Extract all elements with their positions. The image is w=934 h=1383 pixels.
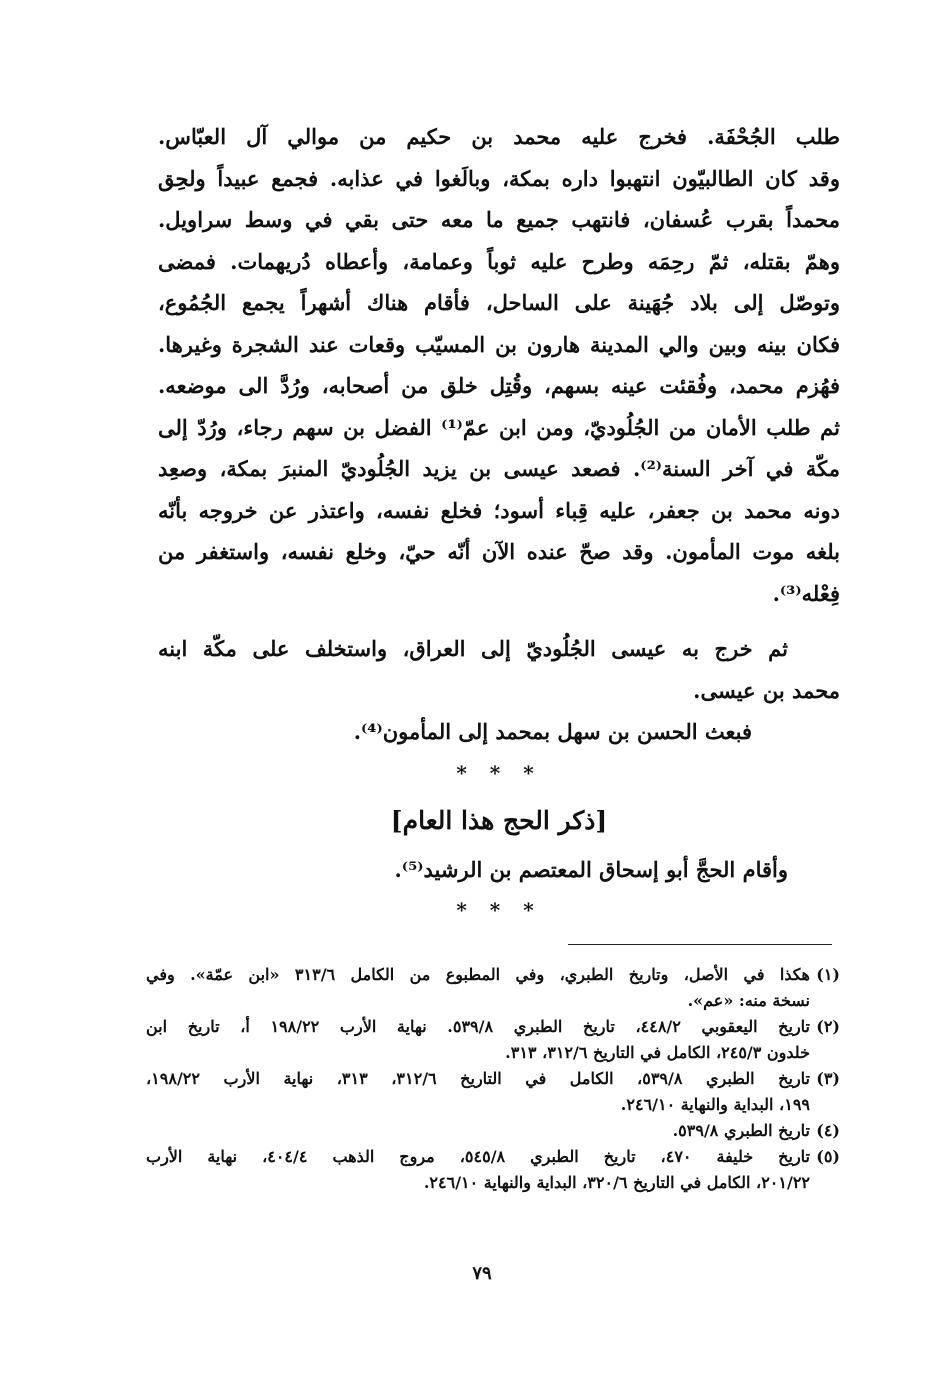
footnote — [146, 1066, 840, 1118]
section-separator: * * * — [456, 898, 542, 922]
footnote-line: نسخة منه: «عم». — [687, 991, 810, 1010]
footnote-text — [146, 1014, 810, 1066]
footnote-number: (٢) — [816, 1017, 840, 1036]
footnote — [146, 1118, 840, 1144]
footnote-line: تاريخ الطبري ٥٣٩/٨. — [672, 1121, 810, 1140]
page-number: ٧٩ — [472, 1263, 492, 1284]
footnote-number: (٥) — [816, 1147, 840, 1166]
text-line: ثم خرج به عيسى الجُلُوديّ إلى العراق، واستخلف على مكّة ابنه — [158, 636, 788, 661]
footnote-line: هكذا في الأصل، وتاريخ الطبري، وفي المطبوع من الكامل ٣١٣/٦ «ابن عمّة». وفي — [146, 965, 810, 984]
section-separator: * * * — [456, 760, 542, 785]
text-line: فهُزم محمد، وفُقئت عينه بسهم، وقُتِل خلق من أصحابه، ورُدَّ الى موضعه. — [158, 373, 840, 398]
footnote — [146, 1014, 840, 1066]
text-line: فبعث الحسن بن سهل بمحمد إلى المأمون⁽⁴⁾. — [353, 719, 752, 744]
text-line: مكّة في آخر السنة⁽²⁾. فصعد عيسى بن يزيد الجُلُوديّ المنبرَ بمكة، وصعِد — [158, 456, 840, 481]
text-line: دونه محمد بن جعفر، عليه قِباء أسود؛ فخلع نفسه، واعتذر عن خروجه بأنّه — [158, 497, 840, 523]
text-line: محمداً بقرب عُسفان، فانتهب جميع ما معه حتى بقي في وسط سراويل. — [158, 207, 840, 232]
text-line: طلب الجُحْفَة. فخرج عليه محمد بن حكيم من موالي آل العبّاس. — [158, 124, 840, 149]
footnote-divider — [568, 944, 832, 945]
footnote-text — [146, 962, 810, 1014]
footnote-line: ١٩٩، البداية والنهاية ٢٤٦/١٠. — [620, 1095, 810, 1114]
text-line: محمد بن عيسى. — [693, 677, 840, 703]
footnote-line: خلدون ٢٤٥/٣، الكامل في التاريخ ٣١٢/٦، ٣١٣. — [505, 1043, 810, 1062]
footnote-line: تاريخ الطبري ٥٣٩/٨، الكامل في التاريخ ٣١٢/٦، ٣١٣، نهاية الأرب ١٩٨/٢٢، — [146, 1069, 810, 1088]
main-text — [158, 116, 840, 930]
footnote — [146, 1144, 840, 1196]
footnote-number: (٣) — [816, 1069, 840, 1088]
text-line: وأقام الحجَّ أبو إسحاق المعتصم بن الرشيد⁽⁵⁾. — [394, 856, 788, 882]
footnote-line: تاريخ خليفة ٤٧٠، تاريخ الطبري ٥٤٥/٨، مروج الذهب ٤٠٤/٤، نهاية الأرب — [146, 1147, 810, 1166]
text-line: ثم طلب الأمان من الجُلُوديّ، ومن ابن عمّ⁽¹⁾ الفضل بن سهم رجاء، ورُدّ إلى — [158, 414, 840, 440]
text-line: وتوصّل إلى بلاد جُهَينة على الساحل، فأقام هناك أشهراً يجمع الجُمُوع، — [158, 290, 840, 315]
footnote-text — [146, 1144, 810, 1196]
footnote — [146, 962, 840, 1014]
footnote-line: ٢٠١/٢٢، الكامل في التاريخ ٣٢٠/٦، البداية والنهاية ٢٤٦/١٠. — [423, 1173, 810, 1192]
footnotes — [146, 962, 840, 1196]
footnote-number: (١) — [816, 965, 840, 984]
text-line: فكان بينه وبين والي المدينة هارون بن المسيّب وقعات عند الشجرة وغيرها. — [158, 331, 840, 357]
section-heading: [ذكر الحج هذا العام] — [390, 805, 608, 835]
footnote-line: تاريخ اليعقوبي ٤٤٨/٢، تاريخ الطبري ٥٣٩/٨. نهاية الأرب ١٩٨/٢٢ أ، تاريخ ابن — [146, 1017, 810, 1036]
text-line: وهمّ بقتله، ثمّ رحِمَه وطرح عليه ثوباً وعمامة، وأعطاه دُريهمات. فمضى — [158, 248, 840, 274]
text-line: فِعْله⁽³⁾. — [772, 580, 840, 606]
text-line: بلغه موت المأمون. وقد صحّ عنده الآن أنّه حيّ، وخلع نفسه، واستغفر من — [158, 539, 840, 564]
footnote-text — [146, 1066, 810, 1118]
footnote-number: (٤) — [816, 1121, 840, 1140]
footnote-text — [146, 1118, 810, 1144]
paragraph-gap — [158, 614, 840, 628]
text-line: وقد كان الطالبيّون انتهبوا داره بمكة، وبالَغوا في عذابه. فجمع عبيداً ولحِق — [158, 165, 840, 191]
